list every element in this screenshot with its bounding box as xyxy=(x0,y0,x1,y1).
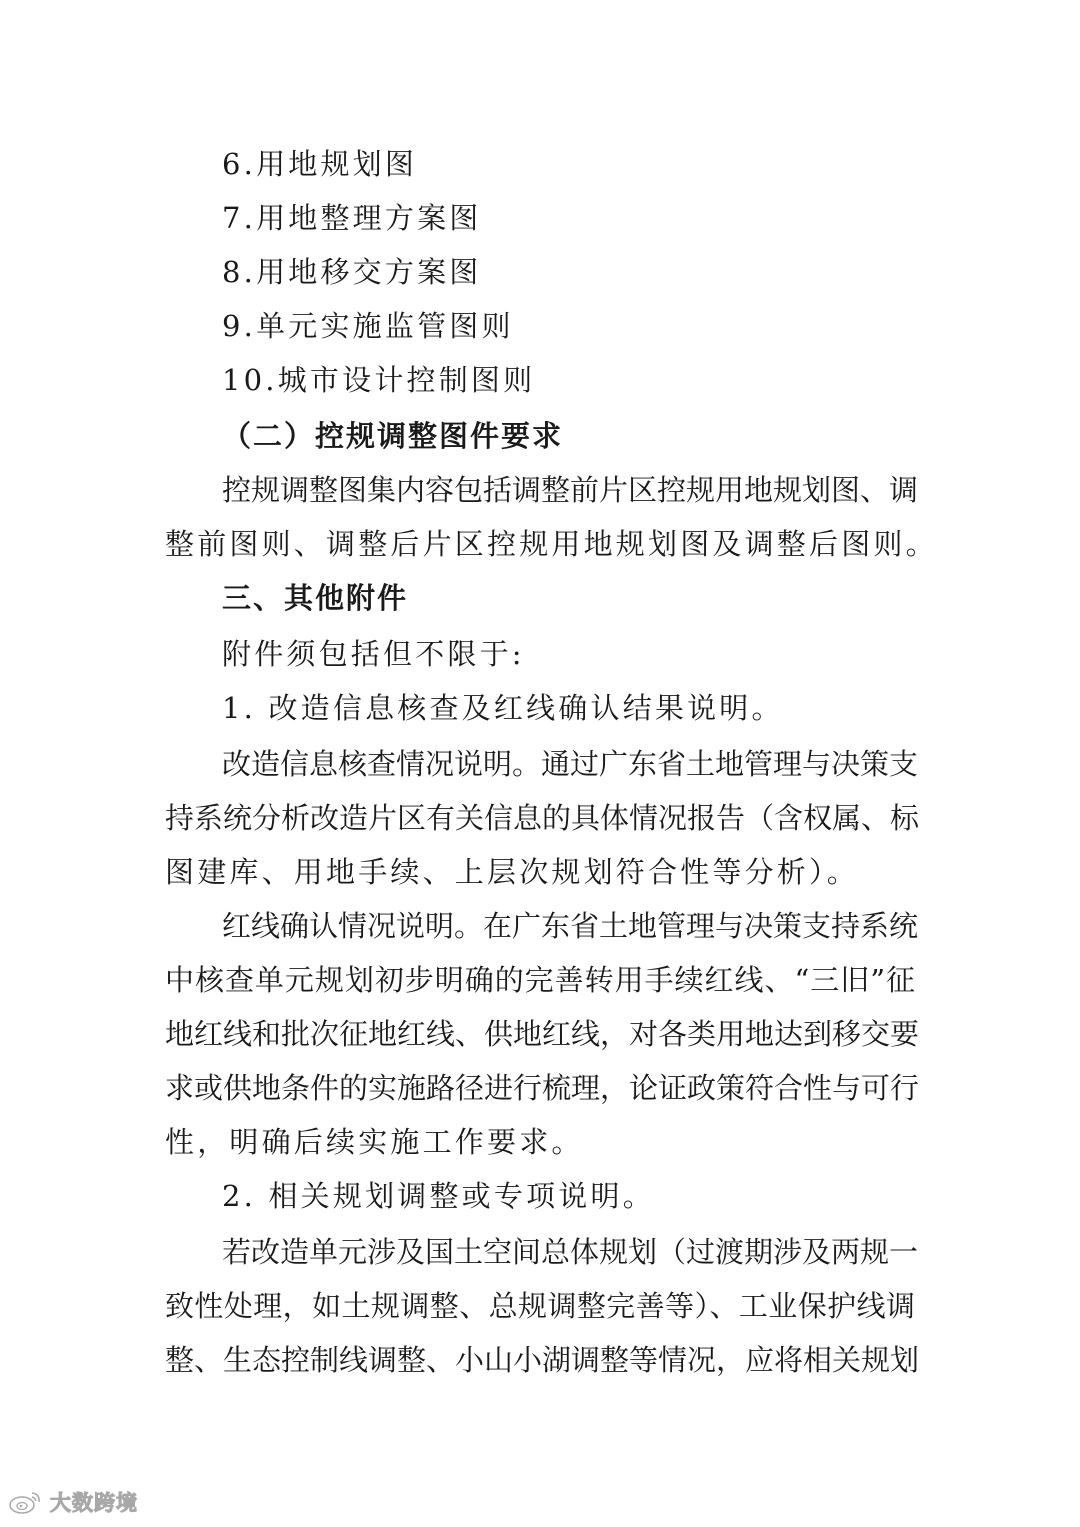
paragraph-line: 中核查单元规划初步明确的完善转用手续红线、“三旧”征 xyxy=(165,963,915,997)
weibo-logo-icon xyxy=(8,1489,44,1515)
watermark-text: 大数跨境 xyxy=(50,1491,138,1515)
paragraph-line: 控规调整图集内容包括调整前片区控规用地规划图、调 xyxy=(222,473,919,507)
paragraph-line: 改造信息核查情况说明。通过广东省土地管理与决策支 xyxy=(222,747,919,781)
paragraph-line: 红线确认情况说明。在广东省土地管理与决策支持系统 xyxy=(222,909,919,943)
section-heading-3: 三、其他附件 xyxy=(222,581,409,615)
list-item-7: 7.用地整理方案图 xyxy=(222,201,482,235)
paragraph-line: 整前图则、调整后片区控规用地规划图及调整后图则。 xyxy=(165,527,938,561)
paragraph-line: 若改造单元涉及国土空间总体规划（过渡期涉及两规一 xyxy=(222,1235,919,1269)
watermark xyxy=(8,1487,138,1517)
paragraph-line: 性，明确后续实施工作要求。 xyxy=(165,1125,584,1159)
subsection-heading-1: 1. 改造信息核查及红线确认结果说明。 xyxy=(222,691,784,725)
list-item-8: 8.用地移交方案图 xyxy=(222,255,482,289)
list-item-6: 6.用地规划图 xyxy=(222,147,418,181)
section-heading-2: （二）控规调整图件要求 xyxy=(222,419,564,453)
list-item-10: 10.城市设计控制图则 xyxy=(222,363,536,397)
list-item-9: 9.单元实施监管图则 xyxy=(222,309,514,343)
paragraph-line: 持系统分析改造片区有关信息的具体情况报告（含权属、标 xyxy=(165,801,920,835)
subsection-heading-2: 2. 相关规划调整或专项说明。 xyxy=(222,1179,655,1213)
paragraph-line: 图建库、用地手续、上层次规划符合性等分析）。 xyxy=(165,855,859,889)
paragraph-line: 整、生态控制线调整、小山小湖调整等情况，应将相关规划 xyxy=(165,1343,920,1377)
paragraph-line: 地红线和批次征地红线、供地红线，对各类用地达到移交要 xyxy=(165,1017,920,1051)
paragraph-line: 求或供地条件的实施路径进行梳理，论证政策符合性与可行 xyxy=(165,1071,920,1105)
paragraph-line: 致性处理，如土规调整、总规调整完善等）、工业保护线调 xyxy=(165,1289,915,1323)
paragraph-line: 附件须包括但不限于: xyxy=(222,637,525,671)
